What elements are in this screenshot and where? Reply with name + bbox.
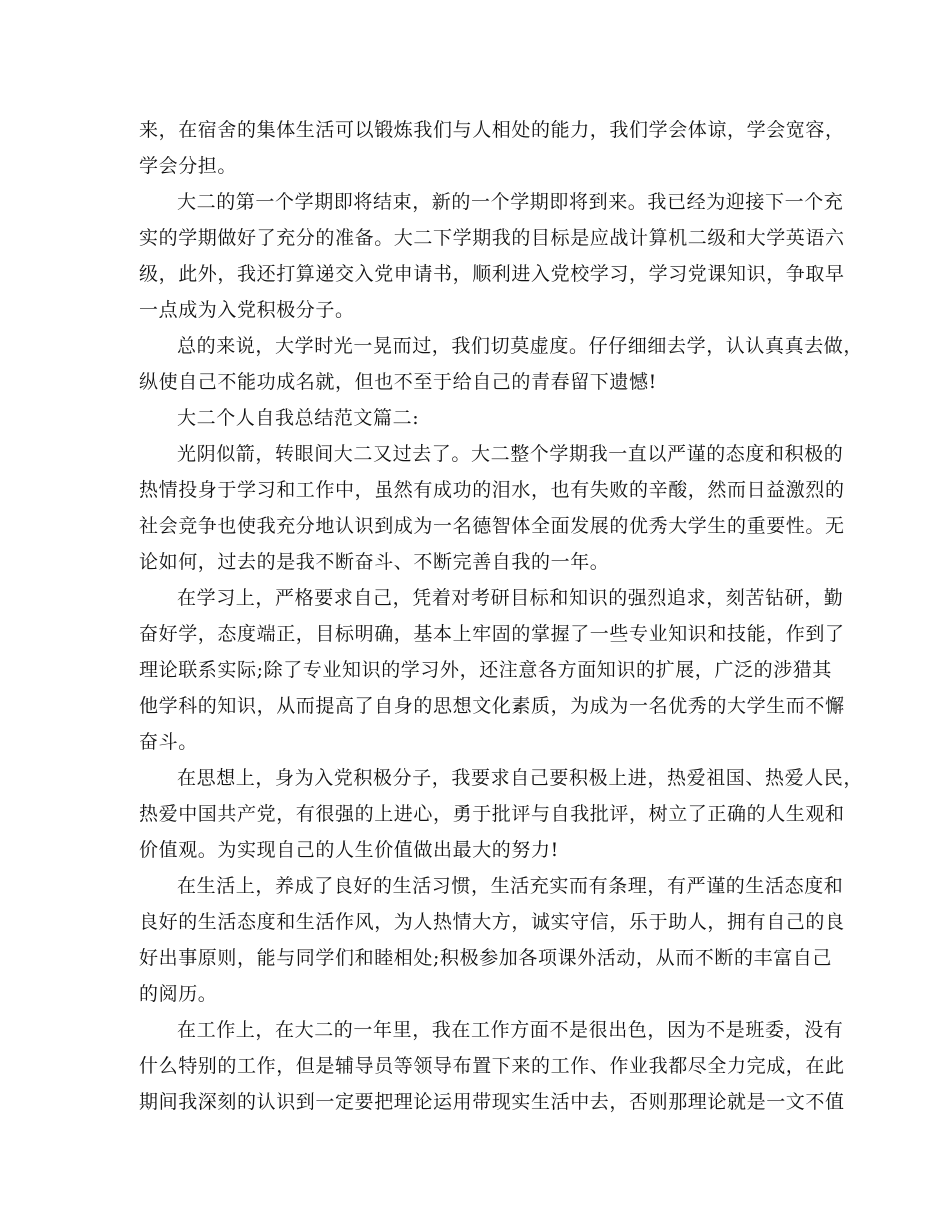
text-line: 价值观。为实现自己的人生价值做出最大的努力! bbox=[139, 839, 559, 861]
text-line: 纵使自己不能功成名就，但也不至于给自己的青春留下遗憾! bbox=[139, 371, 657, 393]
paragraph-first-line: 在思想上，身为入党积极分子，我要求自己要积极上进，热爱祖国、热爱人民， bbox=[177, 767, 864, 789]
paragraph-first-line: 光阴似箭，转眼间大二又过去了。大二整个学期我一直以严谨的态度和积极的 bbox=[177, 443, 844, 465]
paragraph-first-line: 在生活上，养成了良好的生活习惯，生活充实而有条理，有严谨的生活态度和 bbox=[177, 875, 844, 897]
text-line: 一点成为入党积极分子。 bbox=[139, 299, 355, 321]
paragraph-first-line: 大二的第一个学期即将结束，新的一个学期即将到来。我已经为迎接下一个充 bbox=[177, 191, 844, 213]
paragraph-first-line: 总的来说，大学时光一晃而过，我们切莫虚度。仔仔细细去学，认认真真去做， bbox=[177, 335, 864, 357]
text-line: 理论联系实际;除了专业知识的学习外，还注意各方面知识的扩展，广泛的涉猎其 bbox=[139, 659, 833, 681]
text-line: 热情投身于学习和工作中，虽然有成功的泪水，也有失败的辛酸，然而日益激烈的 bbox=[139, 479, 845, 501]
text-line: 级，此外，我还打算递交入党申请书，顺利进入党校学习，学习党课知识，争取早 bbox=[139, 263, 845, 285]
text-line: 社会竞争也使我充分地认识到成为一名德智体全面发展的优秀大学生的重要性。无 bbox=[139, 515, 845, 537]
section-heading: 大二个人自我总结范文篇二: bbox=[177, 407, 420, 429]
text-line: 奋好学，态度端正，目标明确，基本上牢固的掌握了一些专业知识和技能，作到了 bbox=[139, 623, 845, 645]
text-line: 奋斗。 bbox=[139, 731, 198, 753]
text-line: 论如何，过去的是我不断奋斗、不断完善自我的一年。 bbox=[139, 551, 610, 573]
text-line: 的阅历。 bbox=[139, 983, 218, 1005]
text-line: 实的学期做好了充分的准备。大二下学期我的目标是应战计算机二级和大学英语六 bbox=[139, 227, 845, 249]
text-line: 良好的生活态度和生活作风，为人热情大方，诚实守信，乐于助人，拥有自己的良 bbox=[139, 911, 845, 933]
text-line: 什么特别的工作，但是辅导员等领导布置下来的工作、作业我都尽全力完成，在此 bbox=[139, 1055, 845, 1077]
text-line: 学会分担。 bbox=[139, 155, 238, 177]
text-line: 热爱中国共产党，有很强的上进心，勇于批评与自我批评，树立了正确的人生观和 bbox=[139, 803, 845, 825]
text-line: 他学科的知识，从而提高了自身的思想文化素质，为成为一名优秀的大学生而不懈 bbox=[139, 695, 845, 717]
text-line: 期间我深刻的认识到一定要把理论运用带现实生活中去，否则那理论就是一文不值 bbox=[139, 1091, 845, 1113]
text-line: 来，在宿舍的集体生活可以锻炼我们与人相处的能力，我们学会体谅，学会宽容， bbox=[139, 119, 845, 141]
paragraph-first-line: 在学习上，严格要求自己，凭着对考研目标和知识的强烈追求，刻苦钻研，勤 bbox=[177, 587, 844, 609]
text-line: 好出事原则，能与同学们和睦相处;积极参加各项课外活动，从而不断的丰富自己 bbox=[139, 947, 833, 969]
paragraph-first-line: 在工作上，在大二的一年里，我在工作方面不是很出色，因为不是班委，没有 bbox=[177, 1019, 844, 1041]
